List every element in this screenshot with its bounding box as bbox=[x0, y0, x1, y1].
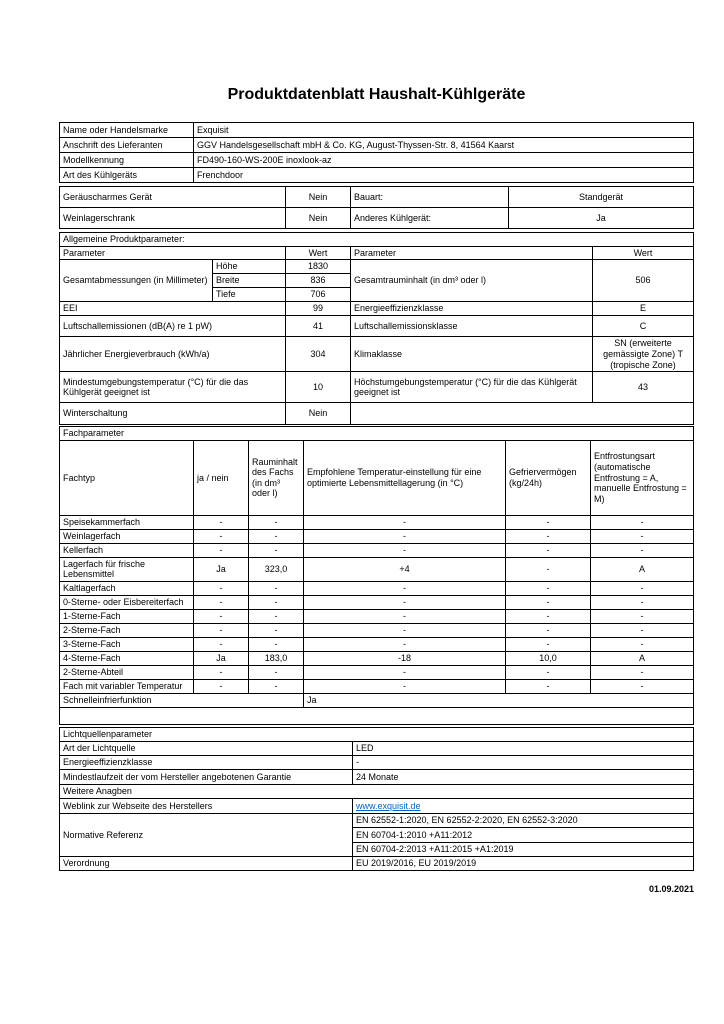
cell-value: - bbox=[591, 596, 694, 610]
cell-value: A bbox=[591, 652, 694, 666]
cell-value: - bbox=[506, 610, 591, 624]
compartment-label: Weinlagerfach bbox=[60, 529, 194, 543]
compartment-params-table bbox=[59, 426, 694, 725]
table-row bbox=[60, 233, 694, 247]
empty-cell bbox=[351, 403, 694, 425]
field-value: EN 62552-1:2020, EN 62552-2:2020, EN 62552-3:2020 bbox=[353, 814, 694, 828]
cell-value: - bbox=[506, 680, 591, 694]
compartment-label: 2-Sterne-Abteil bbox=[60, 666, 194, 680]
field-label: Anderes Kühlgerät: bbox=[351, 208, 509, 229]
field-label: Weinlagerschrank bbox=[60, 208, 286, 229]
cell-value: - bbox=[591, 610, 694, 624]
table-row bbox=[60, 316, 694, 337]
field-value: 10 bbox=[286, 372, 351, 403]
field-value: Nein bbox=[286, 208, 351, 229]
table-row bbox=[60, 728, 694, 742]
field-label: Luftschallemissionsklasse bbox=[351, 316, 593, 337]
field-value: 43 bbox=[593, 372, 694, 403]
cell-value: - bbox=[506, 638, 591, 652]
cell-value: Ja bbox=[194, 557, 249, 581]
cell-value: - bbox=[506, 624, 591, 638]
cell-value: - bbox=[591, 582, 694, 596]
table-row bbox=[60, 708, 694, 725]
table-row bbox=[60, 799, 694, 814]
column-header: Wert bbox=[286, 246, 351, 260]
field-label: Höchstumgebungstemperatur (°C) für die das Kühlgerät geeignet ist bbox=[351, 372, 593, 403]
field-value: LED bbox=[353, 742, 694, 756]
cell-value: +4 bbox=[304, 557, 506, 581]
field-value: 304 bbox=[286, 337, 351, 372]
cell-value: - bbox=[591, 638, 694, 652]
field-value: 24 Monate bbox=[353, 770, 694, 785]
table-row bbox=[60, 187, 694, 208]
field-label: Gesamtabmessungen (in Millimeter) bbox=[60, 260, 213, 302]
table-row bbox=[60, 123, 694, 138]
field-label: Mindestumgebungstemperatur (°C) für die das Kühlgerät geeignet ist bbox=[60, 372, 286, 403]
section-header: Fachparameter bbox=[60, 427, 694, 441]
cell-value: - bbox=[304, 610, 506, 624]
empty-cell bbox=[60, 708, 694, 725]
cell-value: - bbox=[506, 666, 591, 680]
cell-value: - bbox=[304, 680, 506, 694]
cell-value: - bbox=[304, 666, 506, 680]
table-row bbox=[60, 260, 694, 274]
field-label: Anschrift des Lieferanten bbox=[60, 138, 194, 153]
table-row bbox=[60, 680, 694, 694]
field-label: Normative Referenz bbox=[60, 814, 353, 857]
field-value: Nein bbox=[286, 403, 351, 425]
cell-value: - bbox=[591, 543, 694, 557]
table-row bbox=[60, 138, 694, 153]
cell-value: 183,0 bbox=[249, 652, 304, 666]
cell-value: -18 bbox=[304, 652, 506, 666]
page-title: Produktdatenblatt Haushalt-Kühlgeräte bbox=[227, 86, 526, 103]
cell-value: - bbox=[591, 624, 694, 638]
cell-value: - bbox=[506, 515, 591, 529]
cell-value: - bbox=[194, 624, 249, 638]
table-row bbox=[60, 168, 694, 183]
table-row bbox=[60, 582, 694, 596]
field-value: 506 bbox=[593, 260, 694, 302]
cell-value: A bbox=[591, 557, 694, 581]
cell-value: - bbox=[249, 610, 304, 624]
field-value: GGV Handelsgesellschaft mbH & Co. KG, August-Thyssen-Str. 8, 41564 Kaarst bbox=[194, 138, 694, 153]
cell-value: - bbox=[591, 666, 694, 680]
table-row bbox=[60, 638, 694, 652]
column-header: Fachtyp bbox=[60, 440, 194, 515]
column-header: Empfohlene Temperatur-einstellung für eine optimierte Lebensmittellagerung (in °C) bbox=[304, 440, 506, 515]
table-row bbox=[60, 624, 694, 638]
field-label: Modellkennung bbox=[60, 153, 194, 168]
compartment-label: Lagerfach für frische Lebensmittel bbox=[60, 557, 194, 581]
field-value: Ja bbox=[304, 694, 694, 708]
cell-value: 10,0 bbox=[506, 652, 591, 666]
cell-value: 323,0 bbox=[249, 557, 304, 581]
table-row bbox=[60, 666, 694, 680]
cell-value: Ja bbox=[194, 652, 249, 666]
cell-value: - bbox=[304, 543, 506, 557]
column-header: Entfrostungsart (automatische Entfrostung = A, manuelle Entfrostung = M) bbox=[591, 440, 694, 515]
table-row bbox=[60, 596, 694, 610]
table-row bbox=[60, 153, 694, 168]
field-label: Mindestlaufzeit der vom Hersteller angebotenen Garantie bbox=[60, 770, 353, 785]
general-params-table bbox=[59, 232, 694, 425]
cell-value: - bbox=[249, 624, 304, 638]
cell-value: - bbox=[591, 515, 694, 529]
cell-value: - bbox=[194, 638, 249, 652]
field-label: Verordnung bbox=[60, 857, 353, 871]
field-label: Schnelleinfrierfunktion bbox=[60, 694, 304, 708]
field-label: Breite bbox=[213, 274, 286, 288]
cell-value: - bbox=[194, 529, 249, 543]
field-value: SN (erweiterte gemässigte Zone) T (tropische Zone) bbox=[593, 337, 694, 372]
cell-value: - bbox=[304, 596, 506, 610]
field-value: 836 bbox=[286, 274, 351, 288]
cell-value: - bbox=[194, 666, 249, 680]
field-label: Art des Kühlgeräts bbox=[60, 168, 194, 183]
field-value: 706 bbox=[286, 288, 351, 302]
cell-value: - bbox=[304, 624, 506, 638]
table-row bbox=[60, 610, 694, 624]
cell-value: - bbox=[249, 596, 304, 610]
column-header: Rauminhalt des Fachs (in dm³ oder l) bbox=[249, 440, 304, 515]
field-label: Gesamtrauminhalt (in dm³ oder l) bbox=[351, 260, 593, 302]
field-label: Luftschallemissionen (dB(A) re 1 pW) bbox=[60, 316, 286, 337]
table-row bbox=[60, 246, 694, 260]
table-row bbox=[60, 515, 694, 529]
compartment-label: Kellerfach bbox=[60, 543, 194, 557]
field-label: Geräuscharmes Gerät bbox=[60, 187, 286, 208]
cell-value: - bbox=[304, 529, 506, 543]
table-row bbox=[60, 742, 694, 756]
table-row bbox=[60, 785, 694, 799]
table-row bbox=[60, 337, 694, 372]
field-value: E bbox=[593, 302, 694, 316]
field-value: EN 60704-2:2013 +A11:2015 +A1:2019 bbox=[353, 843, 694, 857]
cell-value: - bbox=[304, 515, 506, 529]
identification-table bbox=[59, 122, 694, 183]
cell-value: - bbox=[194, 582, 249, 596]
section-header: Weitere Anagben bbox=[60, 785, 694, 799]
table-row bbox=[60, 770, 694, 785]
compartment-label: 4-Sterne-Fach bbox=[60, 652, 194, 666]
field-label: Jährlicher Energieverbrauch (kWh/a) bbox=[60, 337, 286, 372]
field-label: EEI bbox=[60, 302, 286, 316]
field-value: Standgerät bbox=[509, 187, 694, 208]
compartment-label: 0-Sterne- oder Eisbereiterfach bbox=[60, 596, 194, 610]
cell-value: - bbox=[194, 515, 249, 529]
field-value: Ja bbox=[509, 208, 694, 229]
cell-value: - bbox=[249, 515, 304, 529]
compartment-label: 3-Sterne-Fach bbox=[60, 638, 194, 652]
cell-value: - bbox=[506, 529, 591, 543]
field-label: Klimaklasse bbox=[351, 337, 593, 372]
field-value: Nein bbox=[286, 187, 351, 208]
table-row bbox=[60, 694, 694, 708]
field-value: EU 2019/2016, EU 2019/2019 bbox=[353, 857, 694, 871]
column-header: Gefriervermögen (kg/24h) bbox=[506, 440, 591, 515]
table-row bbox=[60, 208, 694, 229]
table-row bbox=[60, 302, 694, 316]
weblink-cell bbox=[353, 799, 694, 814]
table-row bbox=[60, 756, 694, 770]
compartment-label: Speisekammerfach bbox=[60, 515, 194, 529]
cell-value: - bbox=[304, 638, 506, 652]
field-value: 1830 bbox=[286, 260, 351, 274]
table-row bbox=[60, 652, 694, 666]
cell-value: - bbox=[591, 529, 694, 543]
column-header: Parameter bbox=[351, 246, 593, 260]
cell-value: - bbox=[194, 543, 249, 557]
table-row bbox=[60, 543, 694, 557]
field-label: Weblink zur Webseite des Herstellers bbox=[60, 799, 353, 814]
section-header: Allgemeine Produktparameter: bbox=[60, 233, 694, 247]
cell-value: - bbox=[249, 582, 304, 596]
field-label: Tiefe bbox=[213, 288, 286, 302]
compartment-label: Fach mit variabler Temperatur bbox=[60, 680, 194, 694]
table-row bbox=[60, 557, 694, 581]
table-row bbox=[60, 529, 694, 543]
cell-value: - bbox=[249, 543, 304, 557]
field-value: EN 60704-1:2010 +A11:2012 bbox=[353, 828, 694, 843]
cell-value: - bbox=[249, 666, 304, 680]
compartment-label: 1-Sterne-Fach bbox=[60, 610, 194, 624]
field-label: Energieeffizienzklasse bbox=[60, 756, 353, 770]
compartment-label: 2-Sterne-Fach bbox=[60, 624, 194, 638]
field-label: Höhe bbox=[213, 260, 286, 274]
cell-value: - bbox=[506, 543, 591, 557]
field-value: - bbox=[353, 756, 694, 770]
field-value: Exquisit bbox=[194, 123, 694, 138]
table-row bbox=[60, 403, 694, 425]
table-row bbox=[60, 427, 694, 441]
general-flags-table bbox=[59, 186, 694, 229]
field-label: Energieeffizienzklasse bbox=[351, 302, 593, 316]
field-value: C bbox=[593, 316, 694, 337]
doc-date: 01.09.2021 bbox=[648, 884, 694, 895]
table-row bbox=[60, 814, 694, 828]
table-row bbox=[60, 857, 694, 871]
field-value: FD490-160-WS-200E inoxlook-az bbox=[194, 153, 694, 168]
weblink-link[interactable]: www.exquisit.de bbox=[356, 800, 421, 811]
field-value: Frenchdoor bbox=[194, 168, 694, 183]
field-label: Art der Lichtquelle bbox=[60, 742, 353, 756]
field-label: Bauart: bbox=[351, 187, 509, 208]
cell-value: - bbox=[506, 596, 591, 610]
field-label: Name oder Handelsmarke bbox=[60, 123, 194, 138]
cell-value: - bbox=[194, 680, 249, 694]
column-header: Wert bbox=[593, 246, 694, 260]
cell-value: - bbox=[506, 557, 591, 581]
cell-value: - bbox=[591, 680, 694, 694]
cell-value: - bbox=[249, 638, 304, 652]
field-label: Winterschaltung bbox=[60, 403, 286, 425]
column-header: Parameter bbox=[60, 246, 286, 260]
cell-value: - bbox=[249, 680, 304, 694]
compartment-label: Kaltlagerfach bbox=[60, 582, 194, 596]
cell-value: - bbox=[506, 582, 591, 596]
cell-value: - bbox=[194, 596, 249, 610]
field-value: 99 bbox=[286, 302, 351, 316]
light-and-additional-table bbox=[59, 727, 694, 871]
table-row bbox=[60, 440, 694, 515]
column-header: ja / nein bbox=[194, 440, 249, 515]
section-header: Lichtquellenparameter bbox=[60, 728, 694, 742]
table-row bbox=[60, 372, 694, 403]
cell-value: - bbox=[249, 529, 304, 543]
field-value: 41 bbox=[286, 316, 351, 337]
cell-value: - bbox=[194, 610, 249, 624]
cell-value: - bbox=[304, 582, 506, 596]
